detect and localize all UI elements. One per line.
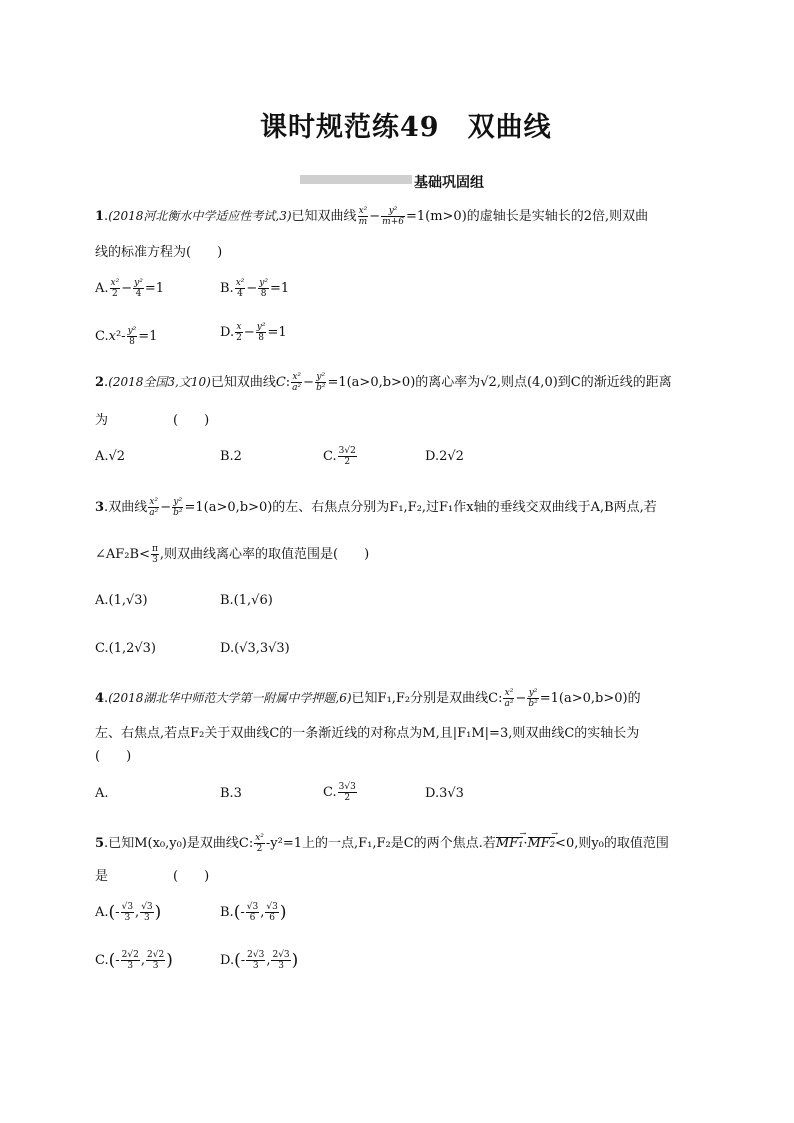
option-c[interactable]: C. $\frac{3√2}{2}$ <box>323 446 356 467</box>
option-d[interactable]: D.(√3,3√3) <box>220 641 290 656</box>
question-4-line-2: 左、右焦点,若点F₂关于双曲线C的一条渐近线的对称点为M,且|F₁M|=3,则双曲线C的实轴长为 <box>95 726 640 741</box>
vector-mf2: MF₂ → <box>528 837 556 850</box>
question-text: ∠AF₂B< <box>95 547 150 562</box>
option-a[interactable]: A. <box>95 786 109 801</box>
question-4-line-3: ( ) <box>95 749 132 764</box>
question-source: (2018河北衡水中学适应性考试,3) <box>108 209 292 223</box>
question-3-line-2: ∠AF₂B< $\frac{\pi}{3}$ ,则双曲线离心率的取值范围是( ) <box>95 544 370 565</box>
option-a[interactable]: A. $\frac{\text{x²}}{2}$ − $\frac{\text{y²}}{4}$ =1 <box>95 278 164 299</box>
option-label: A. <box>95 905 109 920</box>
fraction: $\frac{\text{y²}}{m+6}$ <box>382 206 404 227</box>
question-source: (2018湖北华中师范大学第一附属中学押题,6) <box>108 691 352 705</box>
question-text: 已知F₁,F₂分别是双曲线C: <box>351 691 503 706</box>
option-d[interactable]: D.2√2 <box>425 449 464 464</box>
question-text: =1(a>0,b>0)的 <box>539 691 641 706</box>
question-2-line-1: 2.(2018全国3,文10)已知双曲线C: $\frac{\text{x²}}{\text{a²}}$ − $\frac{\text{y²}}{\text{b²}}$ =1(a>0,b>0)的离心率为√2,则点(4,0)到C的渐近线的距离 <box>95 372 672 393</box>
option-a[interactable]: A.√2 <box>95 449 126 464</box>
option-label: B. <box>220 281 234 296</box>
question-5-line-1: 5.已知M(x₀,y₀)是双曲线C: $\frac{\text{x²}}{2}$ -y²=1上的一点,F₁,F₂是C的两个焦点.若MF₁ →·MF₂ →<0,则y₀的取值范围 <box>95 833 669 854</box>
question-text: 已知M(x₀,y₀)是双曲线C: <box>108 836 254 851</box>
question-number: 2 <box>95 375 105 390</box>
section-title: 基础巩固组 <box>414 175 484 191</box>
question-3-line-1: 3.双曲线 $\frac{\text{x²}}{\text{a²}}$ − $\frac{\text{y²}}{\text{b²}}$ =1(a>0,b>0)的左、右焦点分别为F₁,F₂,过F₁作x轴的垂线交双曲线于A,B两点,若 <box>95 497 657 518</box>
vector-mf1: MF₁ → <box>496 837 524 850</box>
question-text: ,则双曲线离心率的取值范围是( ) <box>159 547 370 562</box>
option-label: C. <box>95 329 109 344</box>
option-label: A. <box>95 281 109 296</box>
option-label: C. <box>95 953 109 968</box>
question-number: 4 <box>95 691 105 706</box>
option-b[interactable]: B. $\frac{\text{x²}}{4}$ − $\frac{\text{y²}}{8}$ =1 <box>220 278 290 299</box>
option-label: D. <box>220 325 235 340</box>
option-c[interactable]: C.(1,2√3) <box>95 641 156 656</box>
question-text: 已知双曲线 <box>210 375 276 390</box>
option-d[interactable]: D. $\frac{x}{2}$ − $\frac{\text{y²}}{8}$ =1 <box>220 322 287 343</box>
option-c[interactable]: C.(- $\frac{2√2}{3}$ , $\frac{2√2}{3}$ ) <box>95 950 173 971</box>
option-a[interactable]: A.(- $\frac{√3}{3}$ , $\frac{√3}{3}$ ) <box>95 902 162 923</box>
question-text: =1(a>0,b>0)的离心率为√2,则点(4,0)到C的渐近线的距离 <box>327 375 672 390</box>
option-d[interactable]: D.(- $\frac{2√3}{3}$ , $\frac{2√3}{3}$ ) <box>220 950 299 971</box>
option-c[interactable]: C. $\frac{3√3}{2}$ <box>323 782 356 803</box>
option-b[interactable]: B.2 <box>220 449 242 464</box>
option-c[interactable]: C.x²- $\frac{\text{y²}}{8}$ =1 <box>95 326 158 347</box>
question-text: 双曲线 <box>108 500 148 515</box>
question-text: -y²=1上的一点,F₁,F₂是C的两个焦点.若 <box>265 836 496 851</box>
question-number: 1 <box>95 209 105 224</box>
question-4-line-1: 4.(2018湖北华中师范大学第一附属中学押题,6)已知F₁,F₂分别是双曲线C: $\frac{\text{x²}}{\text{a²}}$ − $\frac{\text{y²}}{\text{b²}}$ =1(a>0,b>0)的 <box>95 688 641 709</box>
option-d[interactable]: D.3√3 <box>425 786 464 801</box>
question-5-line-2: 是 ( ) <box>95 869 210 884</box>
question-source: (2018全国3,文10) <box>108 375 211 389</box>
page-title: 课时规范练49 双曲线 <box>260 112 552 143</box>
question-1-line-2: 线的标准方程为( ) <box>95 245 223 260</box>
option-label: C. <box>323 785 337 800</box>
fraction: $\frac{\text{x²}}{m}$ <box>358 206 368 227</box>
question-1-line-1: 1.(2018河北衡水中学适应性考试,3)已知双曲线 $\frac{\text{x²}}{m}$ − $\frac{\text{y²}}{m+6}$ =1(m>0)的虚轴长是实轴长的2倍,则双曲 <box>95 206 649 227</box>
question-text: 已知双曲线 <box>291 209 357 224</box>
question-number: 5 <box>95 836 105 851</box>
question-number: 3 <box>95 500 105 515</box>
question-text: =1(a>0,b>0)的左、右焦点分别为F₁,F₂,过F₁作x轴的垂线交双曲线于A,B两点,若 <box>184 500 657 515</box>
question-text: =1(m>0)的虚轴长是实轴长的2倍,则双曲 <box>405 209 649 224</box>
option-label: C. <box>323 449 337 464</box>
option-b[interactable]: B.(1,√6) <box>220 593 273 608</box>
option-label: B. <box>220 905 234 920</box>
option-b[interactable]: B.(- $\frac{√3}{6}$ , $\frac{√3}{6}$ ) <box>220 902 287 923</box>
question-2-line-2: 为 ( ) <box>95 413 210 428</box>
option-a[interactable]: A.(1,√3) <box>95 593 148 608</box>
section-bar <box>300 175 412 184</box>
option-b[interactable]: B.3 <box>220 786 242 801</box>
question-text: <0,则y₀的取值范围 <box>555 836 669 851</box>
option-label: D. <box>220 953 235 968</box>
